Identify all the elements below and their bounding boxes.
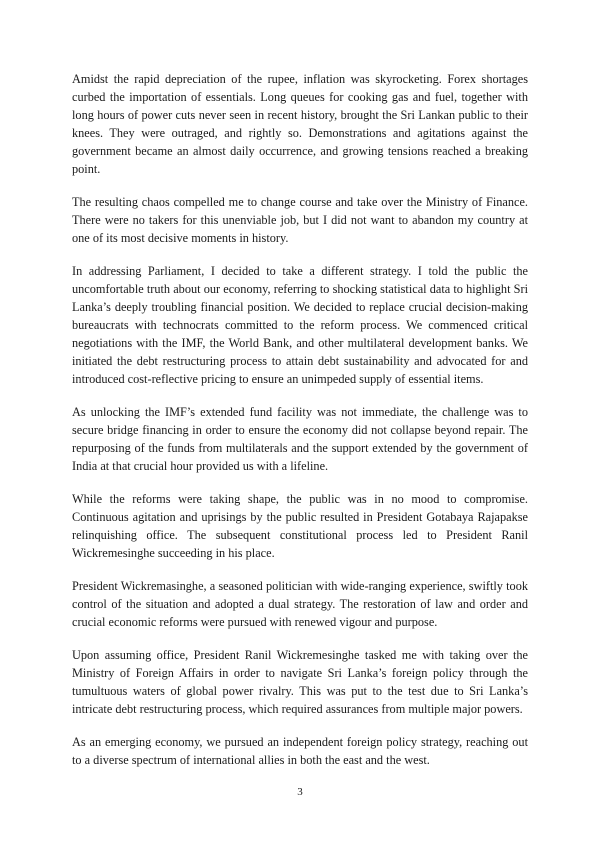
paragraph-6: President Wickremasinghe, a seasoned politician with wide-ranging experience, swiftly took control of the situation and adopted a dual strategy. The restoration of law and order and crucial economic reforms were pursued with renewed vigour and purpose. [72,579,528,629]
paragraph-7: Upon assuming office, President Ranil Wickremesinghe tasked me with taking over the Ministry of Foreign Affairs in order to navigate Sri Lanka’s foreign policy through the tumultuous waters of global power rivalry. This was put to the test due to Sri Lanka’s intricate debt restructuring process, which required assurances from multiple major powers. [72,648,528,716]
paragraph-2: The resulting chaos compelled me to change course and take over the Ministry of Finance. There were no takers for this unenviable job, but I did not want to abandon my country at one of its most decisive moments in history. [72,195,528,245]
paragraph-5: While the reforms were taking shape, the public was in no mood to compromise. Continuous agitation and uprisings by the public resulted in President Gotabaya Rajapakse relinquishing office. The subsequent constitutional process led to President Ranil Wickremesinghe succeeding in his place. [72,492,528,560]
page-number: 3 [297,786,303,798]
paragraph-1: Amidst the rapid depreciation of the rupee, inflation was skyrocketing. Forex shortages curbed the importation of essentials. Long queues for cooking gas and fuel, together with long hours of power cuts never seen in recent history, brought the Sri Lankan public to their knees. They were outraged, and rightly so. Demonstrations and agitations against the government became an almost daily occurrence, and growing tensions reached a breaking point. [72,72,528,176]
paragraph-4: As unlocking the IMF’s extended fund facility was not immediate, the challenge was to secure bridge financing in order to ensure the economy did not collapse beyond repair. The repurposing of the funds from multilaterals and the support extended by the government of India at that crucial hour provided us with a lifeline. [72,405,528,473]
paragraph-3: In addressing Parliament, I decided to take a different strategy. I told the public the uncomfortable truth about our economy, referring to shocking statistical data to highlight Sri Lanka’s deeply troubling financial position. We decided to replace crucial decision-making bureaucrats with technocrats committed to the reform process. We commenced critical negotiations with the IMF, the World Bank, and other multilateral development banks. We initiated the debt restructuring process to attain debt sustainability and advocated for and introduced cost-reflective pricing to ensure an unimpeded supply of essential items. [72,264,528,386]
paragraph-8: As an emerging economy, we pursued an independent foreign policy strategy, reaching out to a diverse spectrum of international allies in both the east and the west. [72,735,528,767]
document-body [72,70,528,784]
